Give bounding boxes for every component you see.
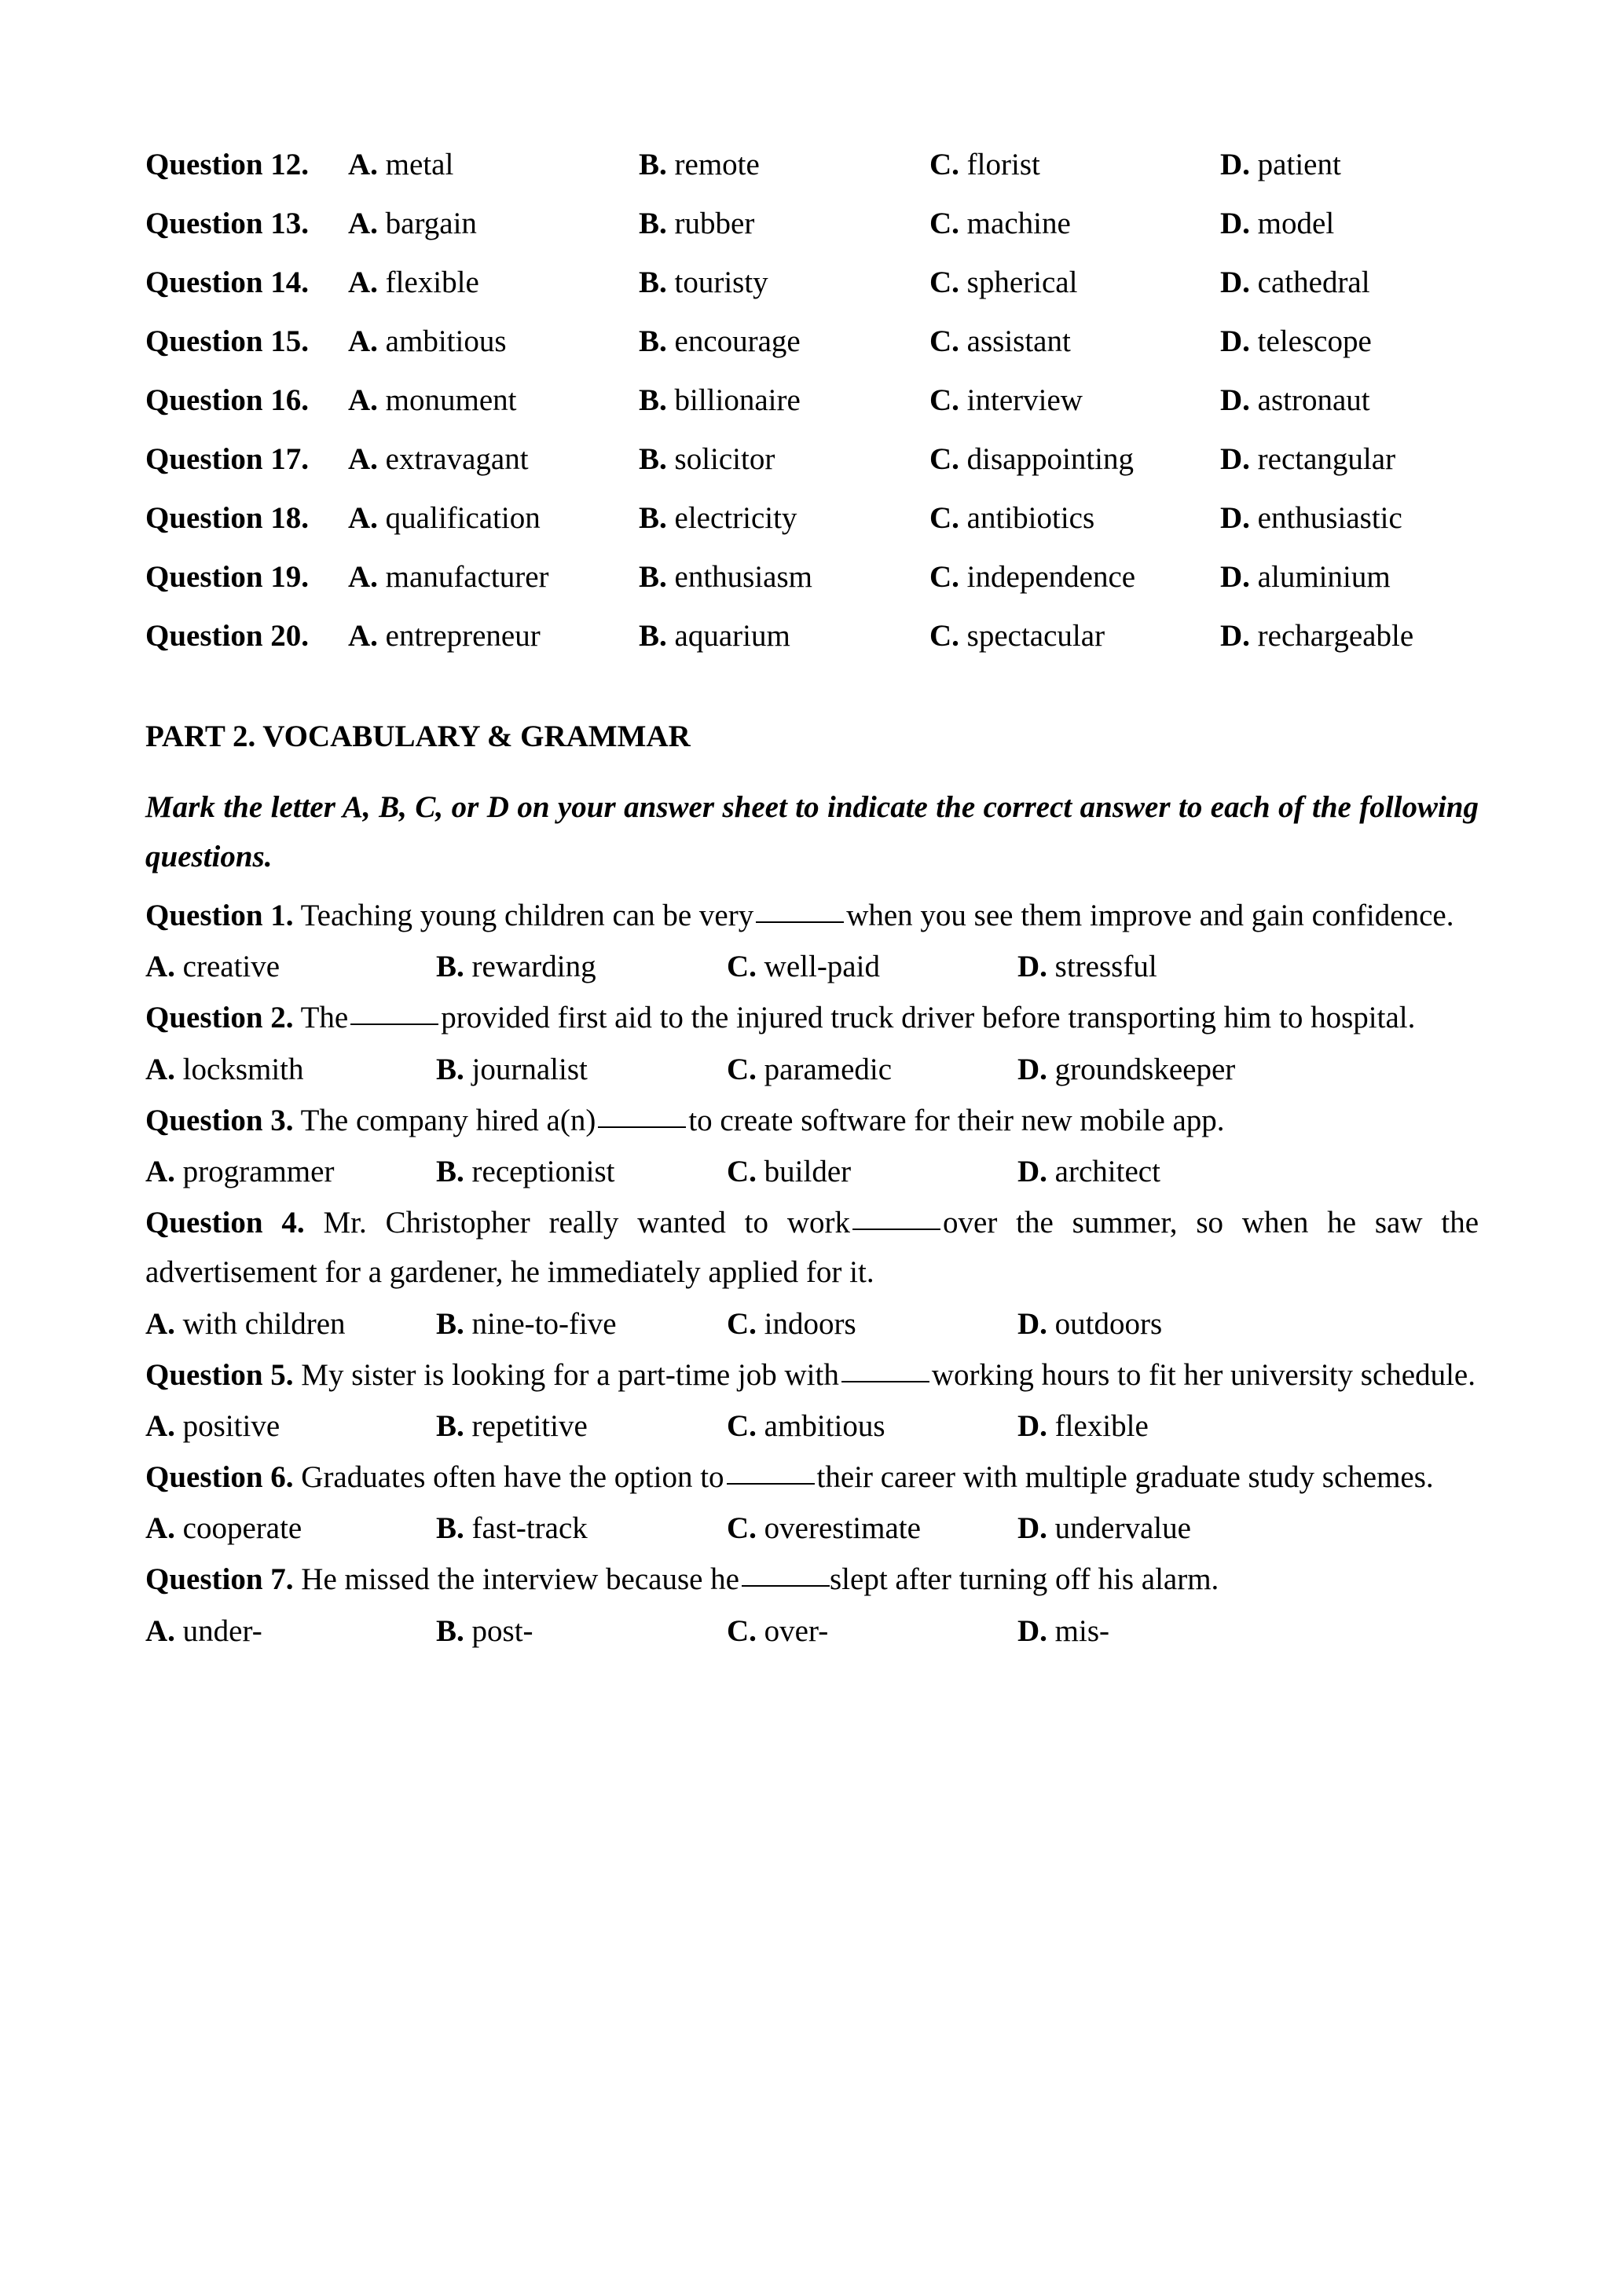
- option-b-text: solicitor: [674, 442, 775, 476]
- answer-options: [145, 1299, 1479, 1349]
- option-a-text: cooperate: [182, 1511, 302, 1546]
- question-label: Question 20.: [145, 619, 310, 653]
- question-block: [145, 1554, 1479, 1655]
- option-b: B. post-: [436, 1613, 533, 1648]
- option-b: B. receptionist: [436, 1155, 615, 1188]
- option-c: C. florist: [929, 148, 1040, 181]
- table-row: [145, 621, 1479, 651]
- option-d-text: aluminium: [1257, 560, 1391, 594]
- option-a: A. bargain: [348, 207, 477, 240]
- question-label: Question 13.: [145, 207, 310, 240]
- stem-before: Graduates often have the option to: [301, 1460, 724, 1495]
- option-a: A. programmer: [145, 1155, 335, 1188]
- option-a: A. metal: [348, 148, 454, 181]
- option-a-text: programmer: [182, 1155, 335, 1188]
- option-d: D. astronaut: [1220, 383, 1370, 417]
- question-block: [145, 993, 1479, 1093]
- option-b: B. rewarding: [436, 950, 596, 984]
- stem-before: He missed the interview because he: [301, 1562, 739, 1597]
- option-b-text: repetitive: [471, 1408, 588, 1443]
- option-d: D. stressful: [1017, 950, 1157, 984]
- answer-options: [145, 1147, 1479, 1196]
- pronunciation-question-list: [145, 149, 1479, 651]
- option-b: B. journalist: [436, 1052, 588, 1086]
- option-a-text: creative: [182, 950, 280, 984]
- option-b-text: rubber: [674, 207, 755, 240]
- option-a: A. under-: [145, 1613, 262, 1648]
- question-block: [145, 1452, 1479, 1553]
- option-c: C. indoors: [727, 1306, 856, 1341]
- answer-options: [145, 1503, 1479, 1553]
- question-stem: [145, 1554, 1479, 1604]
- stem-after: to create software for their new mobile app.: [688, 1103, 1225, 1137]
- option-d: D. telescope: [1220, 324, 1372, 358]
- option-d: D. rectangular: [1220, 442, 1396, 476]
- option-d-text: architect: [1054, 1155, 1160, 1188]
- stem-before: Teaching young children can be very: [300, 899, 754, 933]
- option-c-text: over-: [764, 1613, 829, 1648]
- question-label: Question 6.: [145, 1460, 294, 1495]
- option-c: C. builder: [727, 1155, 852, 1188]
- option-b: B. rubber: [639, 207, 755, 240]
- option-c: C. paramedic: [727, 1052, 893, 1086]
- question-label: Question 2.: [145, 1001, 294, 1035]
- option-c: C. independence: [929, 560, 1136, 594]
- option-b: B. remote: [639, 148, 760, 181]
- option-c: C. over-: [727, 1613, 829, 1648]
- option-c-text: assistant: [966, 324, 1071, 358]
- table-row: [145, 208, 1479, 239]
- option-d: D. groundskeeper: [1017, 1052, 1236, 1086]
- question-label: Question 19.: [145, 560, 310, 594]
- option-b-text: encourage: [674, 324, 801, 358]
- stem-before: My sister is looking for a part-time job with: [301, 1357, 839, 1392]
- option-d-text: undervalue: [1054, 1511, 1191, 1546]
- question-block: [145, 1096, 1479, 1196]
- question-label: Question 5.: [145, 1357, 294, 1392]
- question-stem: [145, 1452, 1479, 1502]
- option-a-text: locksmith: [182, 1052, 304, 1086]
- option-a-text: with children: [182, 1306, 346, 1341]
- table-row: [145, 267, 1479, 298]
- option-c: C. disappointing: [929, 442, 1135, 476]
- option-b: B. solicitor: [639, 442, 775, 476]
- option-c: C. spherical: [929, 265, 1078, 299]
- option-a: A. with children: [145, 1306, 346, 1341]
- option-c-text: antibiotics: [966, 501, 1095, 535]
- option-d: D. cathedral: [1220, 265, 1370, 299]
- option-c-text: indoors: [764, 1306, 856, 1341]
- stem-after: slept after turning off his alarm.: [830, 1562, 1219, 1597]
- option-d-text: cathedral: [1257, 265, 1370, 299]
- option-c: C. interview: [929, 383, 1083, 417]
- question-label: Question 3.: [145, 1103, 294, 1137]
- option-b: B. electricity: [639, 501, 797, 535]
- answer-blank: [841, 1381, 929, 1382]
- stem-after: their career with multiple graduate study schemes.: [816, 1460, 1434, 1495]
- table-row: [145, 385, 1479, 416]
- question-label: Question 12.: [145, 148, 310, 181]
- answer-blank: [598, 1126, 686, 1128]
- stem-before: The: [300, 1001, 349, 1035]
- option-b-text: nine-to-five: [471, 1306, 617, 1341]
- option-c-text: overestimate: [764, 1511, 921, 1546]
- option-b: B. enthusiasm: [639, 560, 812, 594]
- option-b: B. repetitive: [436, 1408, 588, 1443]
- question-label: Question 16.: [145, 383, 310, 417]
- option-d: D. rechargeable: [1220, 619, 1414, 653]
- option-d-text: stressful: [1054, 950, 1157, 984]
- option-a: A. ambitious: [348, 324, 507, 358]
- question-label: Question 4.: [145, 1206, 305, 1240]
- option-c-text: interview: [966, 383, 1083, 417]
- option-c: C. overestimate: [727, 1511, 921, 1546]
- question-block: [145, 891, 1479, 991]
- option-d-text: rectangular: [1257, 442, 1396, 476]
- stem-before: The company hired a(n): [300, 1103, 596, 1137]
- option-b-text: journalist: [471, 1052, 588, 1086]
- option-a: A. creative: [145, 950, 280, 984]
- option-a-text: monument: [385, 383, 517, 417]
- option-d: D. outdoors: [1017, 1306, 1163, 1341]
- option-c-text: builder: [764, 1155, 852, 1188]
- table-row: [145, 444, 1479, 474]
- question-stem: [145, 1350, 1479, 1400]
- option-b: B. aquarium: [639, 619, 790, 653]
- option-a: A. cooperate: [145, 1511, 302, 1546]
- stem-after: when you see them improve and gain confidence.: [846, 899, 1454, 933]
- option-a-text: qualification: [385, 501, 541, 535]
- option-a-text: metal: [385, 148, 454, 181]
- option-a-text: ambitious: [385, 324, 507, 358]
- option-c-text: independence: [966, 560, 1136, 594]
- option-a: A. locksmith: [145, 1052, 304, 1086]
- option-d-text: mis-: [1054, 1613, 1110, 1648]
- option-d: D. aluminium: [1220, 560, 1391, 594]
- option-a: A. entrepreneur: [348, 619, 541, 653]
- option-d-text: groundskeeper: [1054, 1052, 1236, 1086]
- option-a: A. monument: [348, 383, 517, 417]
- option-b-text: remote: [674, 148, 760, 181]
- option-b-text: rewarding: [471, 950, 596, 984]
- option-d: D. flexible: [1017, 1408, 1149, 1443]
- table-row: [145, 149, 1479, 180]
- option-a: A. qualification: [348, 501, 541, 535]
- answer-blank: [350, 1023, 438, 1025]
- option-d: D. undervalue: [1017, 1511, 1191, 1546]
- option-a-text: extravagant: [385, 442, 529, 476]
- part-2-instruction: Mark the letter A, B, C, or D on your answer sheet to indicate the correct answer to each of the following questions.: [145, 789, 1479, 873]
- option-b: B. encourage: [639, 324, 801, 358]
- option-d: D. architect: [1017, 1155, 1160, 1188]
- option-b: B. nine-to-five: [436, 1306, 617, 1341]
- option-d-text: rechargeable: [1257, 619, 1414, 653]
- part-2-title: PART 2. VOCABULARY & GRAMMAR: [145, 720, 691, 753]
- option-d: D. patient: [1220, 148, 1341, 181]
- option-a-text: entrepreneur: [385, 619, 541, 653]
- option-c: C. antibiotics: [929, 501, 1095, 535]
- option-d-text: telescope: [1257, 324, 1372, 358]
- stem-after: working hours to fit her university schedule.: [931, 1357, 1476, 1392]
- option-b-text: post-: [471, 1613, 533, 1648]
- question-block: [145, 1350, 1479, 1451]
- question-label: Question 7.: [145, 1562, 294, 1597]
- option-b-text: electricity: [674, 501, 797, 535]
- question-label: Question 17.: [145, 442, 310, 476]
- option-c-text: spectacular: [966, 619, 1105, 653]
- option-c-text: well-paid: [764, 950, 880, 984]
- option-a-text: bargain: [385, 207, 477, 240]
- answer-options: [145, 942, 1479, 991]
- answer-blank: [756, 921, 844, 923]
- option-a: A. manufacturer: [348, 560, 549, 594]
- option-d-text: outdoors: [1054, 1306, 1163, 1341]
- option-a-text: manufacturer: [385, 560, 549, 594]
- option-b-text: aquarium: [674, 619, 790, 653]
- answer-blank: [742, 1585, 830, 1587]
- question-block: [145, 1198, 1479, 1349]
- option-d-text: patient: [1257, 148, 1341, 181]
- question-stem: [145, 891, 1479, 940]
- table-row: [145, 326, 1479, 357]
- question-label: Question 14.: [145, 265, 310, 299]
- option-b: B. fast-track: [436, 1511, 588, 1546]
- option-b-text: billionaire: [674, 383, 801, 417]
- option-c: C. well-paid: [727, 950, 880, 984]
- question-label: Question 1.: [145, 899, 294, 933]
- option-c-text: paramedic: [764, 1052, 893, 1086]
- option-c: C. ambitious: [727, 1408, 885, 1443]
- option-b-text: touristy: [674, 265, 768, 299]
- option-d-text: flexible: [1054, 1408, 1149, 1443]
- stem-after: over the summer, so when he saw the advertisement for a gardener, he immediately applied for it.: [145, 1206, 1479, 1290]
- answer-options: [145, 1606, 1479, 1656]
- option-b: B. touristy: [639, 265, 768, 299]
- option-a: A. flexible: [348, 265, 479, 299]
- question-stem: [145, 993, 1479, 1042]
- option-c-text: disappointing: [966, 442, 1135, 476]
- option-a-text: flexible: [385, 265, 479, 299]
- option-d: D. model: [1220, 207, 1335, 240]
- option-b: B. billionaire: [639, 383, 801, 417]
- table-row: [145, 503, 1479, 533]
- question-label: Question 15.: [145, 324, 310, 358]
- answer-options: [145, 1401, 1479, 1451]
- option-d: D. enthusiastic: [1220, 501, 1402, 535]
- option-a: A. positive: [145, 1408, 280, 1443]
- option-c: C. machine: [929, 207, 1071, 240]
- stem-after: provided first aid to the injured truck driver before transporting him to hospital.: [441, 1001, 1416, 1035]
- option-a-text: positive: [182, 1408, 280, 1443]
- table-row: [145, 562, 1479, 592]
- option-c: C. spectacular: [929, 619, 1105, 653]
- stem-before: Mr. Christopher really wanted to work: [323, 1206, 851, 1240]
- option-c-text: machine: [966, 207, 1071, 240]
- option-d: D. mis-: [1017, 1613, 1110, 1648]
- question-stem: [145, 1198, 1479, 1297]
- option-b-text: fast-track: [471, 1511, 588, 1546]
- option-c-text: spherical: [966, 265, 1078, 299]
- answer-blank: [852, 1229, 940, 1230]
- option-a: A. extravagant: [348, 442, 529, 476]
- question-label: Question 18.: [145, 501, 310, 535]
- option-b-text: receptionist: [471, 1155, 615, 1188]
- answer-blank: [727, 1483, 815, 1485]
- option-d-text: astronaut: [1257, 383, 1370, 417]
- option-b-text: enthusiasm: [674, 560, 812, 594]
- option-d-text: model: [1257, 207, 1335, 240]
- option-d-text: enthusiastic: [1257, 501, 1402, 535]
- question-stem: [145, 1096, 1479, 1145]
- option-c: C. assistant: [929, 324, 1071, 358]
- option-c-text: ambitious: [764, 1408, 885, 1443]
- option-a-text: under-: [182, 1613, 262, 1648]
- answer-options: [145, 1045, 1479, 1094]
- option-c-text: florist: [966, 148, 1040, 181]
